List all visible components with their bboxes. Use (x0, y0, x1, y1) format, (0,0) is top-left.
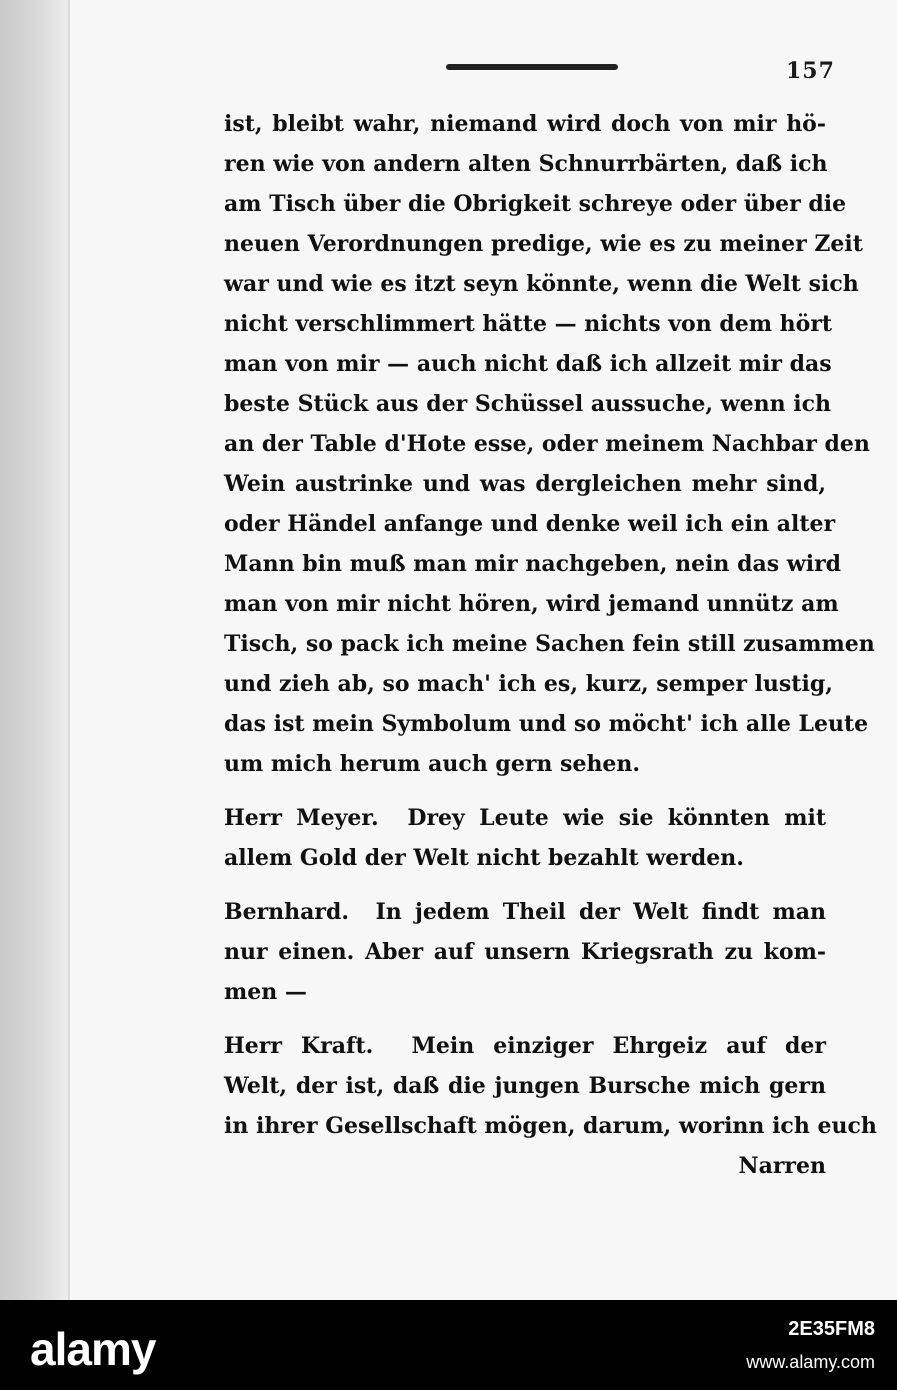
paragraph-meyer (224, 798, 826, 878)
text-line (224, 1026, 826, 1066)
page-body (224, 104, 877, 1186)
text-line: beste Stück aus der Schüssel aussuche, wenn ich (224, 391, 831, 417)
text-line: nicht verschlimmert hätte — nichts von dem hört (224, 311, 833, 337)
text-line: an der Table d'Hote esse, oder meinem Nachbar den (224, 431, 870, 457)
book-page (72, 0, 897, 1300)
text-line (224, 892, 826, 932)
image-id: 2E35FM8 (788, 1318, 875, 1340)
text-line: war und wie es itzt seyn könnte, wenn die Welt sich (224, 271, 859, 297)
text-line: ist, bleibt wahr, niemand wird doch von mir hö- (224, 111, 826, 137)
text-line: men — (224, 979, 307, 1005)
text-line: Wein austrinke und was dergleichen mehr sind, (224, 471, 826, 497)
text-line: und zieh ab, so mach' ich es, kurz, semper lustig, (224, 671, 833, 697)
text-line: um mich herum auch gern sehen. (224, 751, 641, 777)
text-line (224, 798, 826, 838)
catchword: Narren (738, 1153, 826, 1179)
text-line: in ihrer Gesellschaft mögen, darum, worinn ich euch (224, 1113, 877, 1139)
text-line: allem Gold der Welt nicht bezahlt werden. (224, 845, 744, 871)
text-line: das ist mein Symbolum und so möcht' ich alle Leute (224, 711, 869, 737)
text-line: ren wie von andern alten Schnurrbärten, daß ich (224, 151, 828, 177)
paragraph-kraft (224, 1026, 877, 1186)
speech-text: In jedem Theil der Welt findt man (375, 899, 826, 925)
speaker-name: Herr Meyer. (224, 805, 379, 831)
watermark-bar (0, 1300, 897, 1390)
text-line: oder Händel anfange und denke weil ich ein alter (224, 511, 836, 537)
speaker-name: Herr Kraft. (224, 1033, 374, 1059)
text-line: Welt, der ist, daß die jungen Bursche mich gern (224, 1073, 826, 1099)
text-line: Mann bin muß man mir nachgeben, nein das wird (224, 551, 842, 577)
speaker-name: Bernhard. (224, 899, 350, 925)
text-line: nur einen. Aber auf unsern Kriegsrath zu kom- (224, 939, 826, 965)
speech-text: Mein einziger Ehrgeiz auf der (411, 1033, 826, 1059)
text-line: man von mir — auch nicht daß ich allzeit mir das (224, 351, 832, 377)
text-line: neuen Verordnungen predige, wie es zu meiner Zeit (224, 231, 863, 257)
brand-logo: alamy (30, 1323, 156, 1375)
paragraph-kraft-continued (224, 104, 875, 784)
text-line: am Tisch über die Obrigkeit schreye oder über die (224, 191, 847, 217)
text-line: man von mir nicht hören, wird jemand unnütz am (224, 591, 839, 617)
page-number: 157 (786, 58, 835, 84)
text-line: Tisch, so pack ich meine Sachen fein still zusammen (224, 631, 875, 657)
site-url: www.alamy.com (746, 1352, 875, 1372)
header-rule (446, 64, 618, 70)
speech-text: Drey Leute wie sie könnten mit (407, 805, 827, 831)
page-gutter (0, 0, 70, 1300)
paragraph-bernhard (224, 892, 826, 1012)
